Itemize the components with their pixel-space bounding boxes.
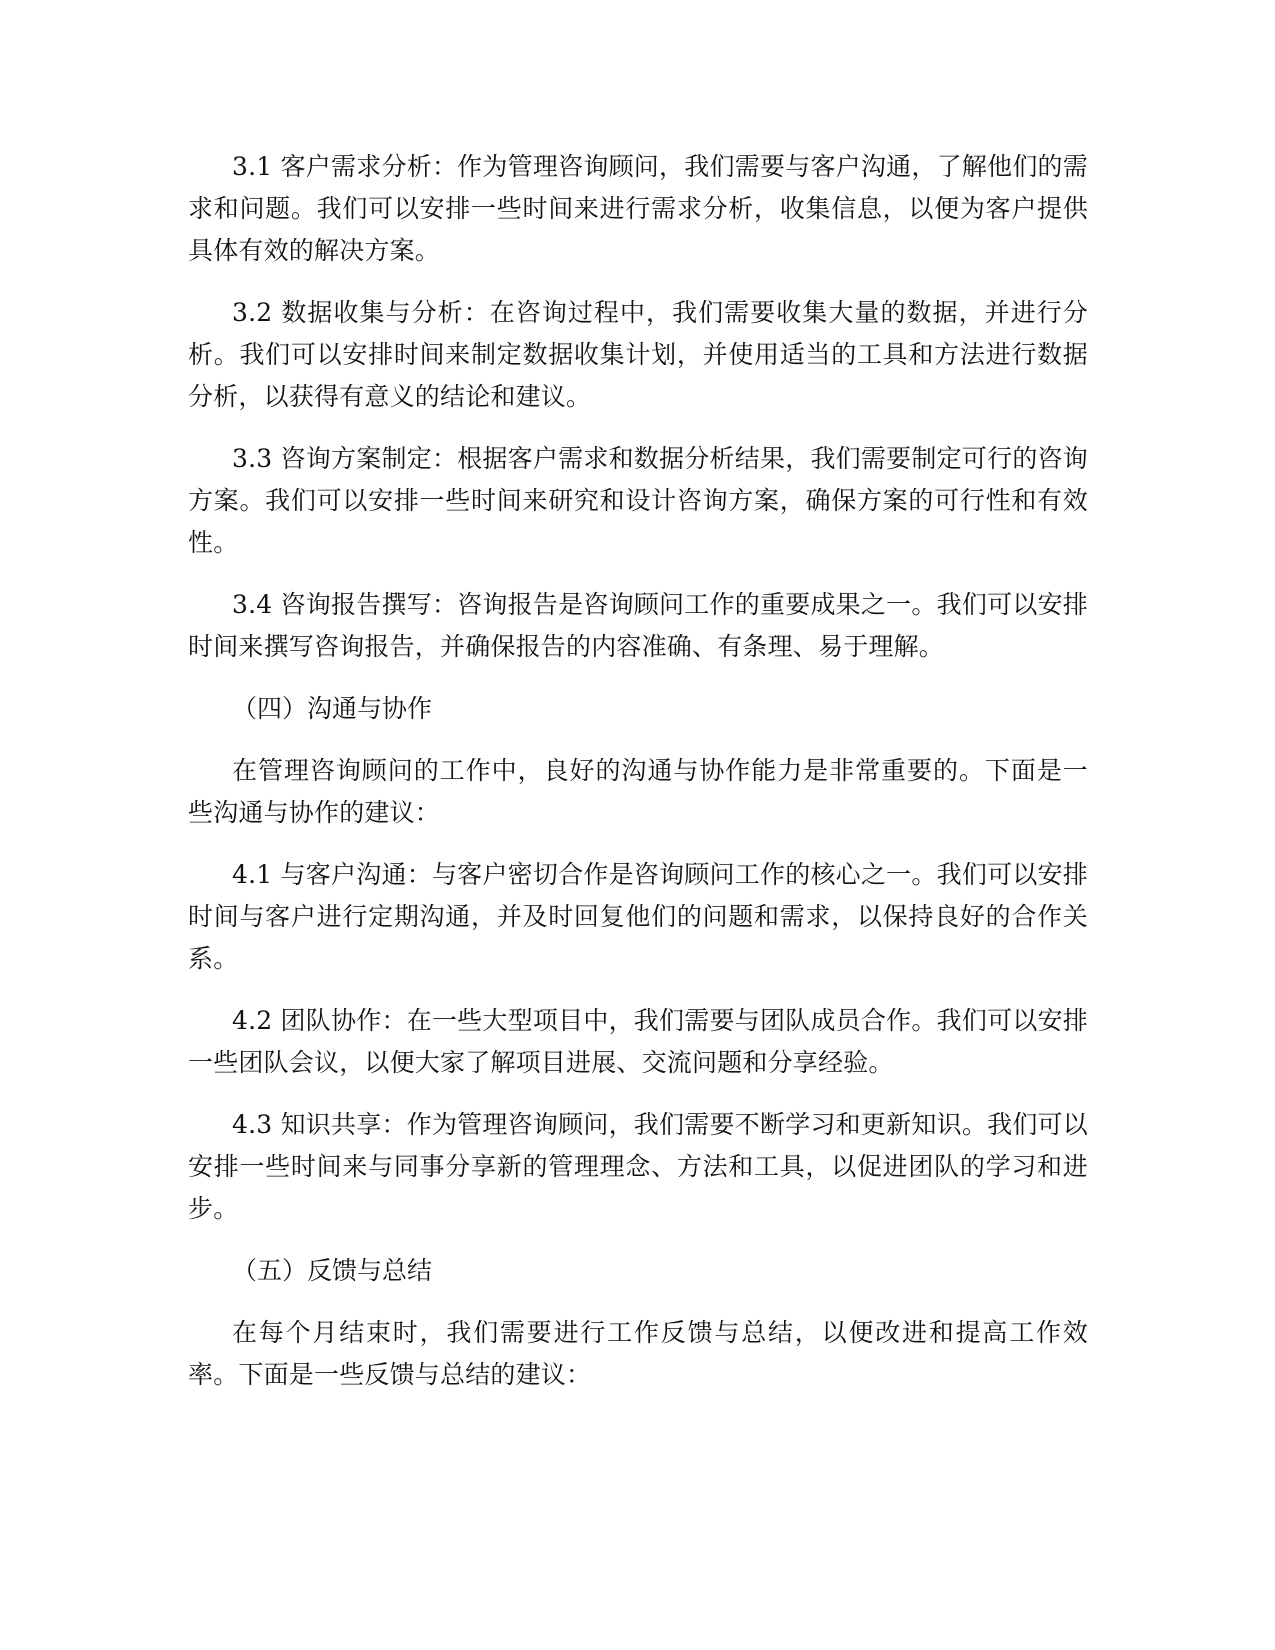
paragraph-3-3: 3.3 咨询方案制定：根据客户需求和数据分析结果，我们需要制定可行的咨询方案。我们可以安排一些时间来研究和设计咨询方案，确保方案的可行性和有效性。 [188,444,1088,557]
paragraph-3-4: 3.4 咨询报告撰写：咨询报告是咨询顾问工作的重要成果之一。我们可以安排时间来撰写咨询报告，并确保报告的内容准确、有条理、易于理解。 [188,590,1088,661]
paragraph-feedback-intro: 在每个月结束时，我们需要进行工作反馈与总结，以便改进和提高工作效率。下面是一些反馈与总结的建议： [188,1318,1088,1389]
document-page [188,146,1088,1416]
section-heading-feedback: （五）反馈与总结 [232,1256,433,1285]
paragraph-3-2: 3.2 数据收集与分析：在咨询过程中，我们需要收集大量的数据，并进行分析。我们可以安排时间来制定数据收集计划，并使用适当的工具和方法进行数据分析，以获得有意义的结论和建议。 [188,298,1088,411]
paragraph-4-1: 4.1 与客户沟通：与客户密切合作是咨询顾问工作的核心之一。我们可以安排时间与客户进行定期沟通，并及时回复他们的问题和需求，以保持良好的合作关系。 [188,860,1088,973]
paragraph-3-1: 3.1 客户需求分析：作为管理咨询顾问，我们需要与客户沟通，了解他们的需求和问题。我们可以安排一些时间来进行需求分析，收集信息，以便为客户提供具体有效的解决方案。 [188,152,1088,265]
paragraph-communication-intro: 在管理咨询顾问的工作中，良好的沟通与协作能力是非常重要的。下面是一些沟通与协作的建议： [188,756,1088,827]
paragraph-4-2: 4.2 团队协作：在一些大型项目中，我们需要与团队成员合作。我们可以安排一些团队会议，以便大家了解项目进展、交流问题和分享经验。 [188,1006,1088,1077]
paragraph-4-3: 4.3 知识共享：作为管理咨询顾问，我们需要不断学习和更新知识。我们可以安排一些时间来与同事分享新的管理理念、方法和工具，以促进团队的学习和进步。 [188,1110,1088,1223]
section-heading-communication: （四）沟通与协作 [232,694,433,723]
